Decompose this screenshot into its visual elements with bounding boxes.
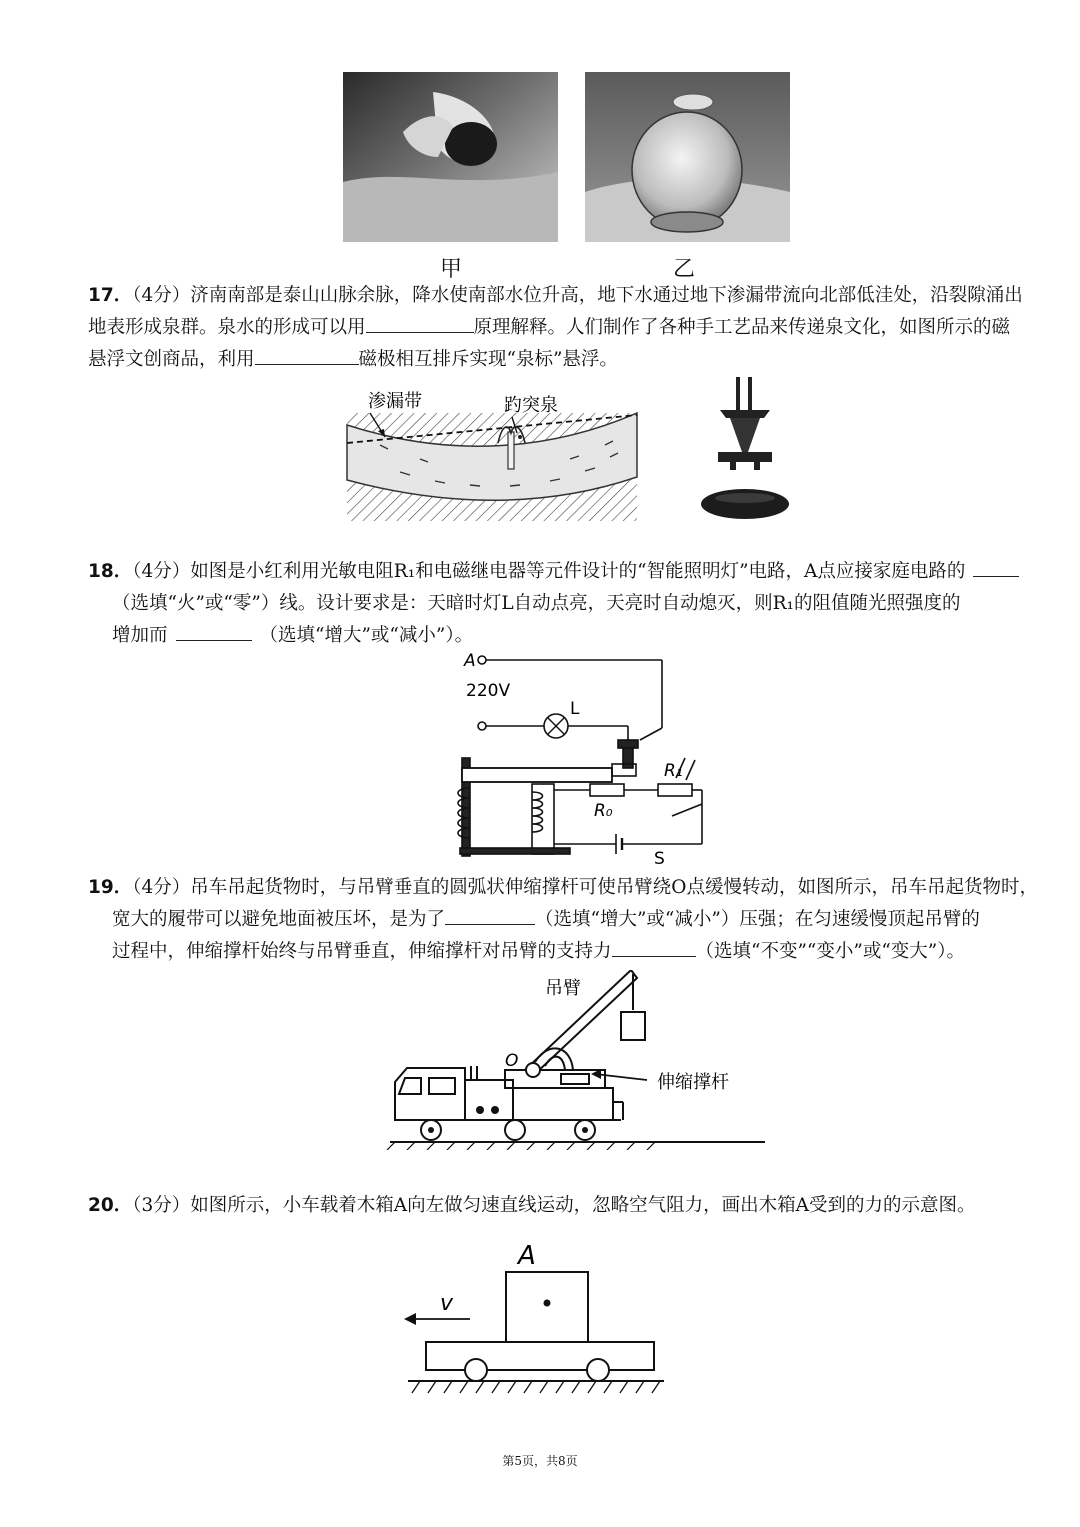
- q19-text-3a: 过程中，伸缩撑杆始终与吊臂垂直，伸缩撑杆对吊臂的支持力: [112, 941, 612, 962]
- q17-line-1: [88, 280, 1048, 312]
- box-label-a: A: [518, 1241, 536, 1271]
- wooden-box-a: [506, 1272, 588, 1342]
- q19-crane-figure: [385, 970, 775, 1150]
- box-center-dot: [544, 1300, 551, 1307]
- coil-right: [532, 792, 543, 832]
- q18-text-3b: （选填“增大”或“减小”）。: [259, 625, 474, 646]
- cart-wheel-left: [465, 1359, 487, 1381]
- page-footer: 第5页，共8页: [502, 1454, 578, 1468]
- pivot-point: [526, 1063, 540, 1077]
- q19-line-1: [88, 872, 1048, 904]
- q19-text-2b: （选填“增大”或“减小”）压强；在匀速缓慢顶起吊臂的: [535, 909, 980, 930]
- crane-label-strut: 伸缩撑杆: [657, 1072, 729, 1093]
- q20-number: 20．: [88, 1195, 133, 1216]
- cart-wheel-right: [587, 1359, 609, 1381]
- q18-circuit-figure: [440, 648, 720, 870]
- q17-spring-figure: [340, 385, 640, 525]
- circuit-label-lamp: L: [570, 699, 580, 719]
- photo-caption-jia: 甲: [440, 257, 463, 282]
- photo-yi: [585, 72, 790, 242]
- q19-line-3: [88, 936, 1048, 968]
- q18-number: 18．: [88, 561, 133, 582]
- circuit-label-voltage: 220V: [466, 681, 511, 701]
- q17-text-3a: 悬浮文创商品，利用: [88, 349, 255, 370]
- spring-channel: [508, 432, 514, 469]
- crane-wheel-2: [505, 1120, 525, 1140]
- maglev-souvenir-figure: [690, 372, 800, 522]
- photo-jia-image: [343, 72, 558, 242]
- velocity-label: v: [440, 1291, 454, 1316]
- question-18: [88, 556, 1048, 652]
- label-baotu-spring: 趵突泉: [504, 395, 558, 416]
- q18-text-2: （选填“火”或“零”）线。设计要求是：天暗时灯L自动点亮，天亮时自动熄灭，则R₁的阻值随光照强度的: [112, 593, 961, 614]
- q17-text-2a: 地表形成泉群。泉水的形成可以用: [88, 317, 366, 338]
- q19-number: 19．: [88, 877, 133, 898]
- q20-line-1: [88, 1190, 1048, 1222]
- question-20: [88, 1190, 1048, 1222]
- question-17: [88, 280, 1048, 376]
- crane-label-pivot: O: [505, 1051, 519, 1071]
- question-19: [88, 872, 1048, 968]
- q19-blank-1[interactable]: [445, 906, 535, 925]
- q17-line-2: [88, 312, 1048, 344]
- q19-line-2: [88, 904, 1048, 936]
- crane-label-arm: 吊臂: [545, 978, 581, 999]
- q17-line-3: [88, 344, 1048, 376]
- q18-line-2: [88, 588, 1048, 620]
- circuit-label-a: A: [464, 651, 476, 671]
- q18-text-3a: 增加而: [112, 625, 168, 646]
- q18-blank-2[interactable]: [176, 622, 252, 641]
- q19-blank-2[interactable]: [612, 938, 696, 957]
- q17-text-2b: 原理解释。人们制作了各种手工艺品来传递泉文化，如图所示的磁: [473, 317, 1011, 338]
- q17-blank-2[interactable]: [255, 346, 359, 365]
- circuit-label-r1: R₁: [664, 761, 683, 781]
- terminal-a: [478, 656, 486, 664]
- label-seepage-zone: 渗漏带: [368, 391, 422, 412]
- q17-text-3b: 磁极相互排斥实现“泉标”悬浮。: [358, 349, 618, 370]
- q18-text-1: （4分）如图是小红利用光敏电阻R₁和电磁继电器等元件设计的“智能照明灯”电路，A点应接家庭电路的: [132, 561, 966, 582]
- cart-body: [426, 1342, 654, 1370]
- terminal-b: [478, 722, 486, 730]
- q17-blank-1[interactable]: [366, 314, 474, 333]
- circuit-label-r0: R₀: [594, 801, 613, 821]
- q20-text-1: （3分）如图所示，小车载着木箱A向左做匀速直线运动，忽略空气阻力，画出木箱A受到的力的示意图。: [132, 1195, 976, 1216]
- q19-text-1: （4分）吊车吊起货物时，与吊臂垂直的圆弧状伸缩撑杆可使吊臂绕O点缓慢转动，如图所示，吊车吊起货物时，: [132, 877, 1038, 898]
- photo-jia: [343, 72, 558, 242]
- q18-line-1: [88, 556, 1048, 588]
- circuit-label-s: S: [654, 849, 665, 869]
- q18-blank-1[interactable]: [973, 558, 1019, 577]
- q17-text-1: （4分）济南南部是泰山山脉余脉，降水使南部水位升高，地下水通过地下渗漏带流向北部低洼处，沿裂隙涌出: [132, 285, 1023, 306]
- photo-caption-yi: 乙: [673, 257, 696, 282]
- q17-number: 17．: [88, 285, 133, 306]
- q20-cart-figure: [400, 1236, 670, 1402]
- q19-text-3b: （选填“不变”“变小”或“变大”）。: [695, 941, 966, 962]
- q19-text-2a: 宽大的履带可以避免地面被压坏，是为了: [112, 909, 446, 930]
- photo-yi-image: [585, 72, 790, 242]
